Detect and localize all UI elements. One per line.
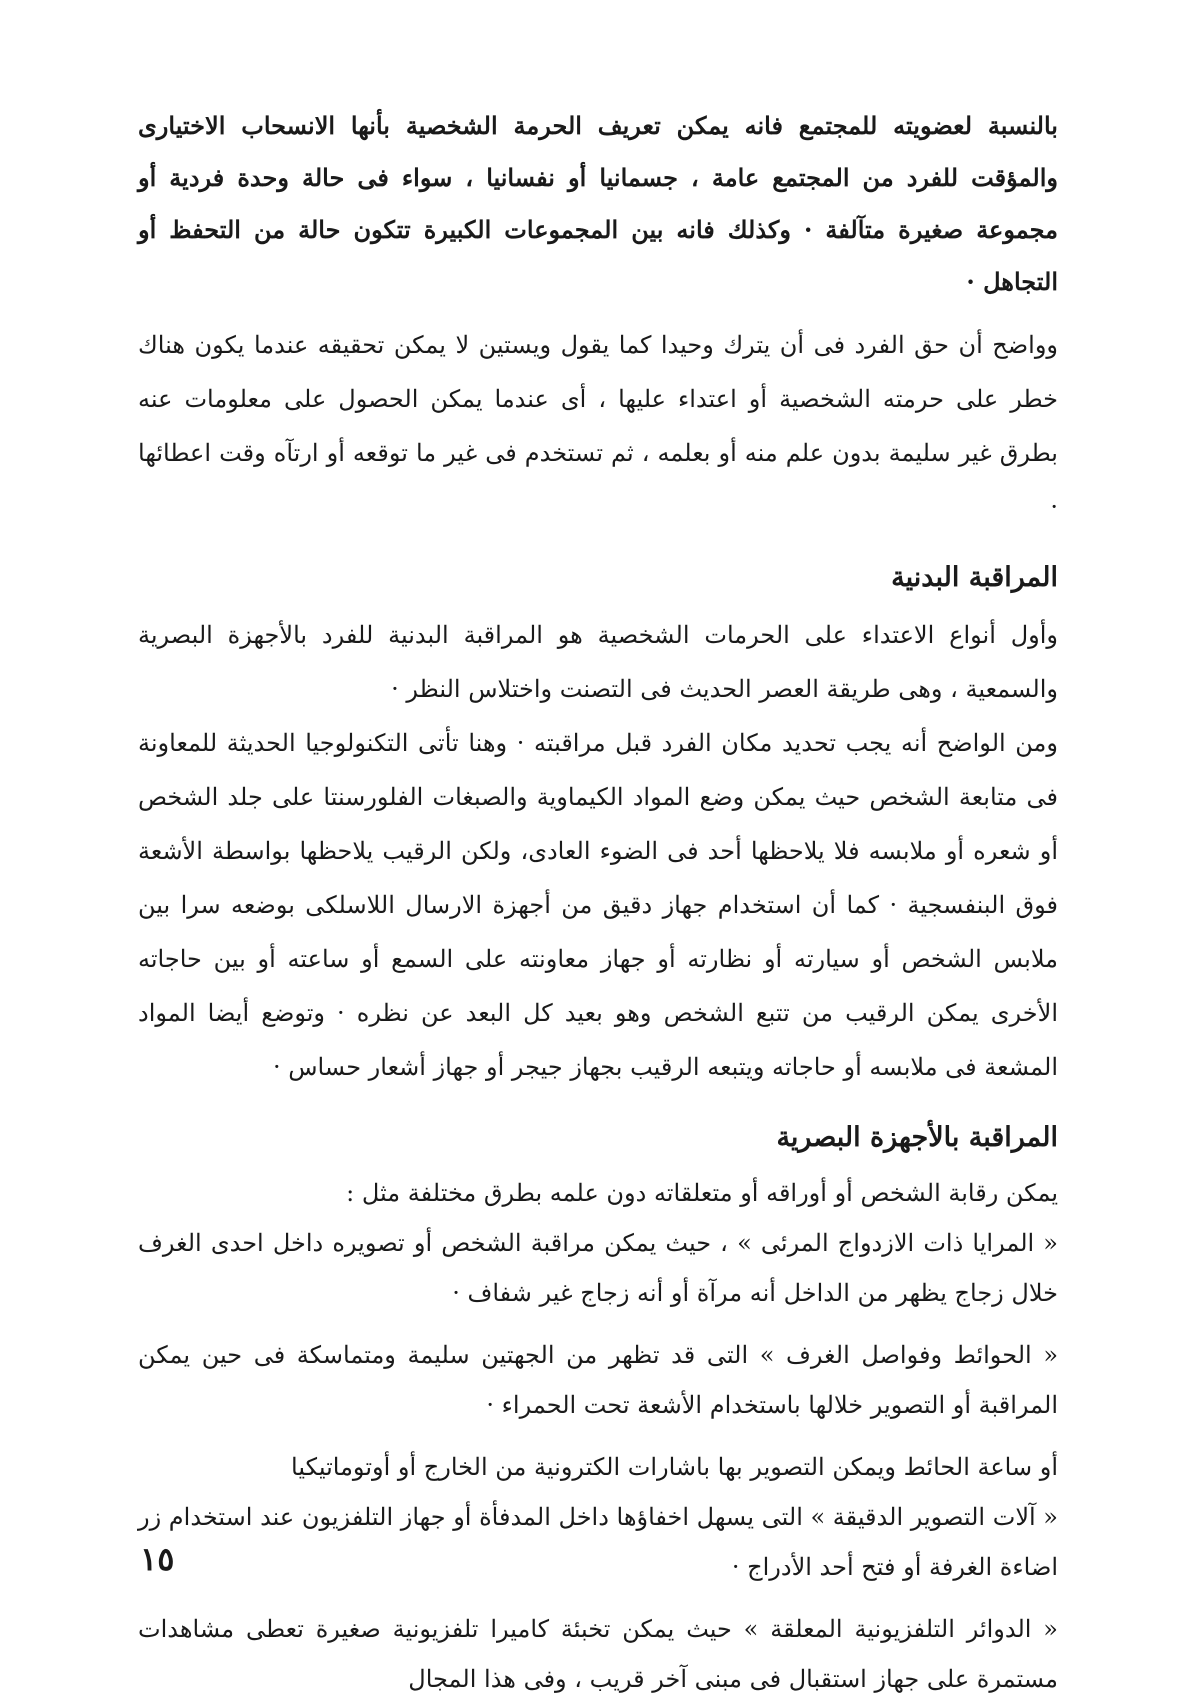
list-item-walls: « الحوائط وفواصل الغرف » التى قد تظهر من الجهتين سليمة ومتماسكة فى حين يمكن المراقبة أو التصوير خلالها باستخدام الأشعة تحت الحمراء ·	[138, 1341, 1058, 1419]
list-intro: يمكن رقابة الشخص أو أوراقه أو متعلقاته دون علمه بطرق مختلفة مثل :	[346, 1179, 1058, 1207]
list-item-micro-cameras: « آلات التصوير الدقيقة » التى يسهل اخفاؤها داخل المدفأة أو جهاز التلفزيون عند استخدام زر اضاءة الغرفة أو فتح أحد الأدراج ·	[138, 1503, 1058, 1581]
page-body	[138, 100, 1058, 1704]
intro-paragraph-2: وواضح أن حق الفرد فى أن يترك وحيدا كما يقول ويستين لا يمكن تحقيقه عندما يكون هناك خطر على حرمته الشخصية أو اعتداء عليها ، أى عندما يمكن الحصول على معلومات عنه بطرق غير سليمة بدون علم منه أو بعلمه ، ثم تستخدم فى غير ما توقعه أو ارتآه وقت اعطائها ·	[138, 331, 1058, 521]
section1-paragraph-1: وأول أنواع الاعتداء على الحرمات الشخصية هو المراقبة البدنية للفرد بالأجهزة البصرية والسمعية ، وهى طريقة العصر الحديث فى التصنت واختلاس النظر ·	[138, 621, 1058, 703]
list-item-wall-clock: أو ساعة الحائط ويمكن التصوير بها باشارات الكترونية من الخارج أو أوتوماتيكيا	[291, 1453, 1058, 1481]
section-heading-visual-devices: المراقبة بالأجهزة البصرية	[776, 1122, 1058, 1153]
intro-paragraph-1: بالنسبة لعضويته للمجتمع فانه يمكن تعريف الحرمة الشخصية بأنها الانسحاب الاختيارى والمؤقت للفرد من المجتمع عامة ، جسمانيا أو نفسانيا ، سواء فى حالة وحدة فردية أو مجموعة صغيرة متآلفة · وكذلك فانه بين المجموعات الكبيرة تتكون حالة من التحفظ أو التجاهل ·	[138, 111, 1058, 296]
visual-devices-list	[138, 1168, 1058, 1704]
section-heading-physical-surveillance: المراقبة البدنية	[891, 562, 1058, 593]
list-item-cctv: « الدوائر التلفزيونية المعلقة » حيث يمكن تخبئة كاميرا تلفزيونية صغيرة تعطى مشاهدات مستمرة على جهاز استقبال فى مبنى آخر قريب ، وفى هذا المجال	[138, 1615, 1058, 1693]
section1-paragraph-2: ومن الواضح أنه يجب تحديد مكان الفرد قبل مراقبته · وهنا تأتى التكنولوجيا الحديثة للمعاونة فى متابعة الشخص حيث يمكن وضع المواد الكيماوية والصبغات الفلورسنتا على جلد الشخص أو شعره أو ملابسه فلا يلاحظها أحد فى الضوء العادى، ولكن الرقيب يلاحظها بواسطة الأشعة فوق البنفسجية · كما أن استخدام جهاز دقيق من أجهزة الارسال اللاسلكى بوضعه سرا بين ملابس الشخص أو سيارته أو نظارته أو جهاز معاونته على السمع أو ساعته أو بين حاجاته الأخرى يمكن الرقيب من تتبع الشخص وهو بعيد كل البعد عن نظره · وتوضع أيضا المواد المشعة فى ملابسه أو حاجاته ويتبعه الرقيب بجهاز جيجر أو جهاز أشعار حساس ·	[138, 729, 1059, 1081]
list-item-mirrors: « المرايا ذات الازدواج المرئى » ، حيث يمكن مراقبة الشخص أو تصويره داخل احدى الغرف خلال زجاج يظهر من الداخل أنه مرآة أو أنه زجاج غير شفاف ·	[138, 1229, 1058, 1307]
page-number: ١٥	[140, 1540, 175, 1578]
